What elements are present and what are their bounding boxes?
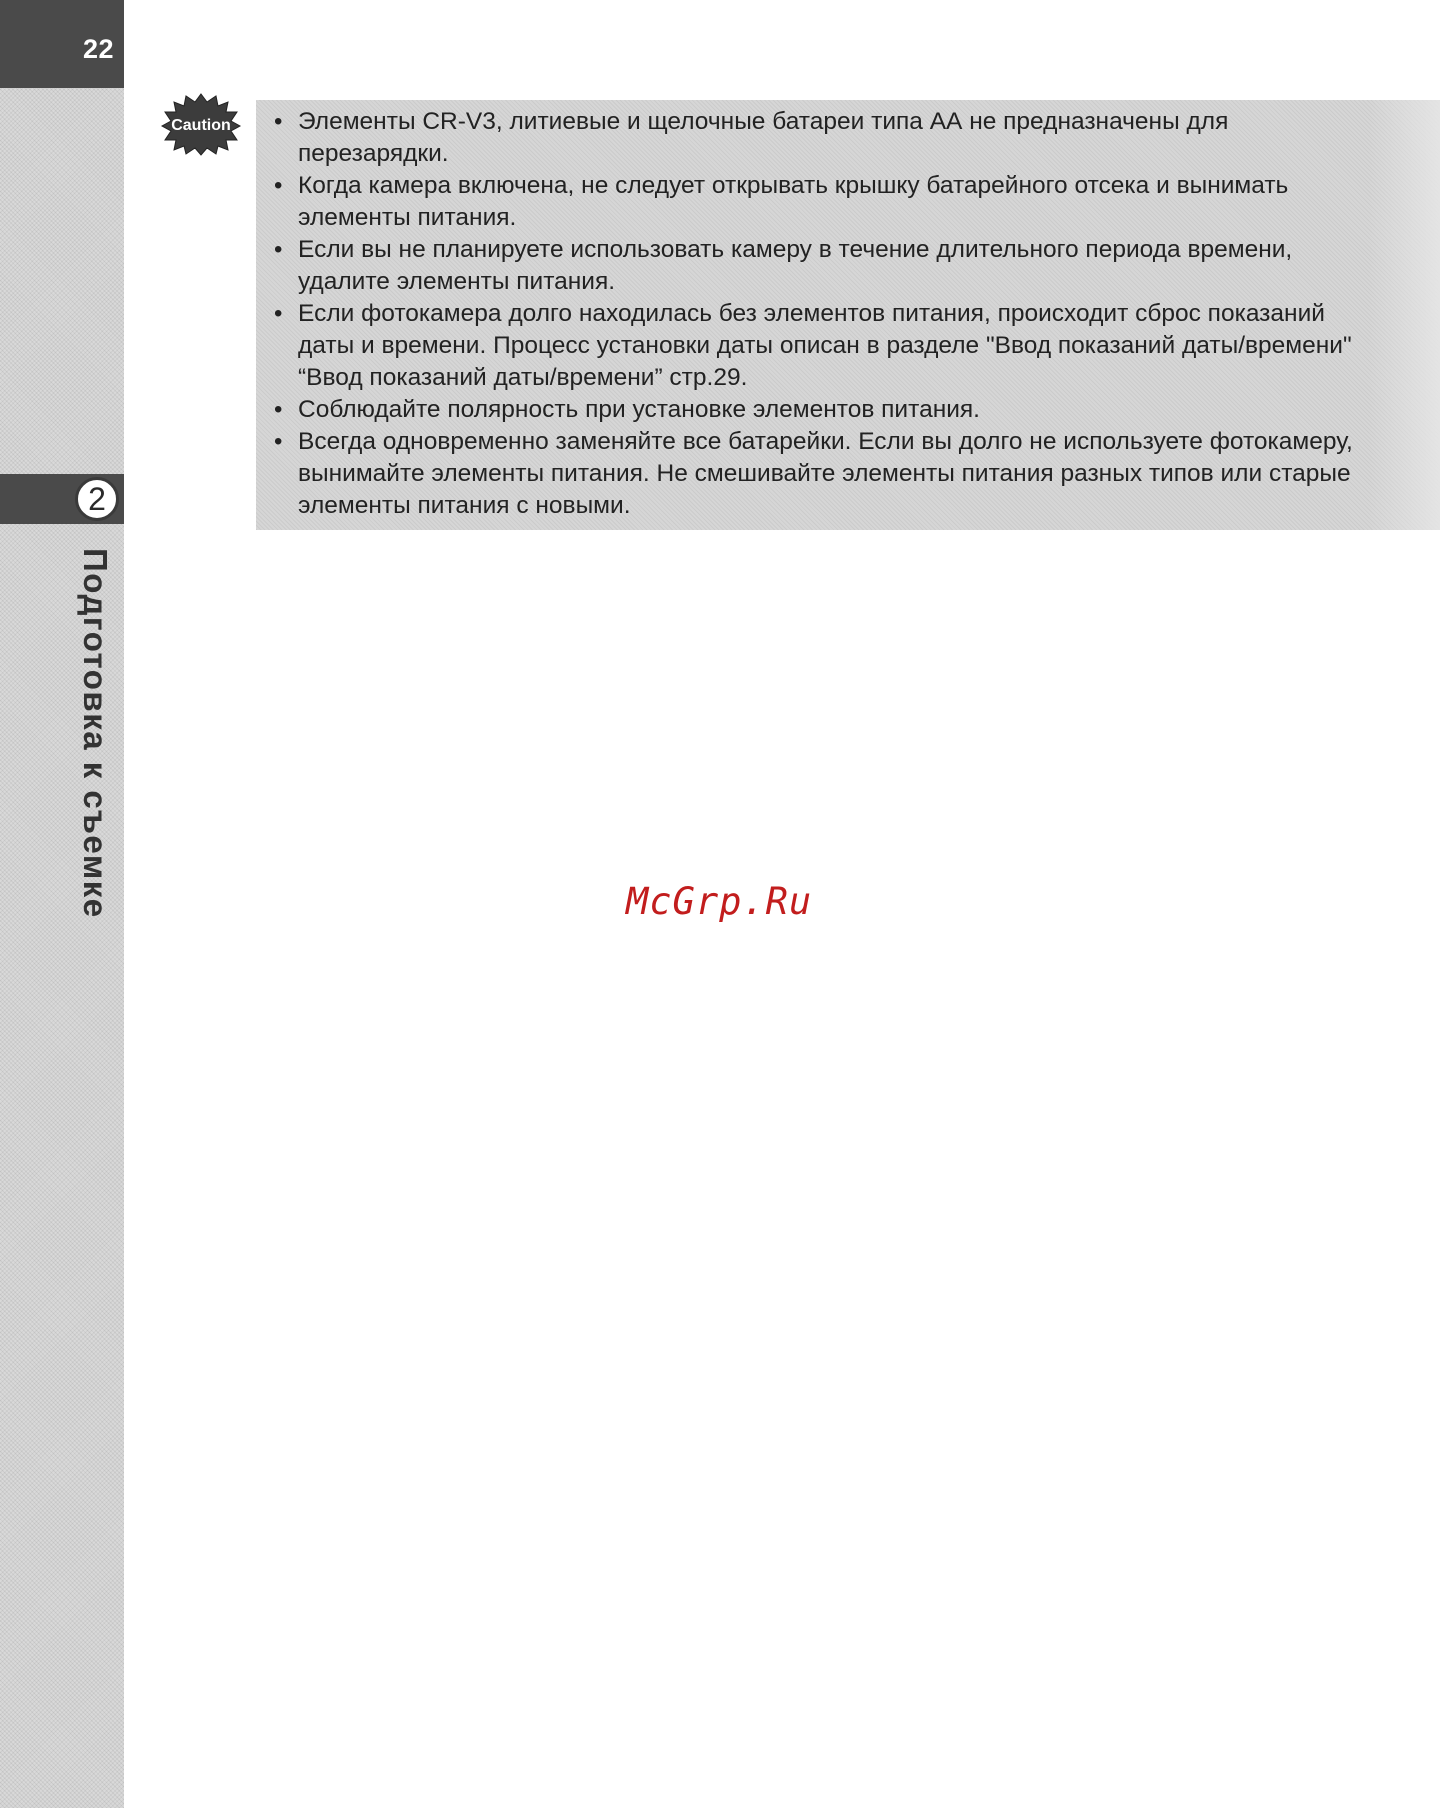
caution-item: • Элементы CR-V3, литиевые и щелочные батареи типа АА не предназначены для перезарядки. <box>268 106 1380 170</box>
caution-item: • Всегда одновременно заменяйте все батарейки. Если вы долго не используете фотокамеру, вынимайте элементы питания. Не смешивайте элементы питания разных типов или старые элементы питания с новыми. <box>268 426 1380 522</box>
caution-item: • Соблюдайте полярность при установке элементов питания. <box>268 394 1380 426</box>
caution-item: • Если вы не планируете использовать камеру в течение длительного периода времени, удалите элементы питания. <box>268 234 1380 298</box>
watermark: McGrp.Ru <box>626 880 813 923</box>
caution-item: • Если фотокамера долго находилась без элементов питания, происходит сброс показаний даты и времени. Процесс установки даты описан в разделе "Ввод показаний даты/времени" “Ввод показаний даты/времени” стр.29. <box>268 298 1380 394</box>
chapter-number: 2 <box>75 477 119 521</box>
caution-box <box>256 100 1440 530</box>
caution-item: • Когда камера включена, не следует открывать крышку батарейного отсека и вынимать элементы питания. <box>268 170 1380 234</box>
chapter-title: Подготовка к съемке <box>77 548 114 919</box>
caution-badge-icon <box>160 92 242 156</box>
page-number: 22 <box>82 34 114 64</box>
caution-list <box>268 106 1380 522</box>
caution-badge-label: Caution <box>171 117 231 134</box>
page-number-block <box>0 0 124 88</box>
